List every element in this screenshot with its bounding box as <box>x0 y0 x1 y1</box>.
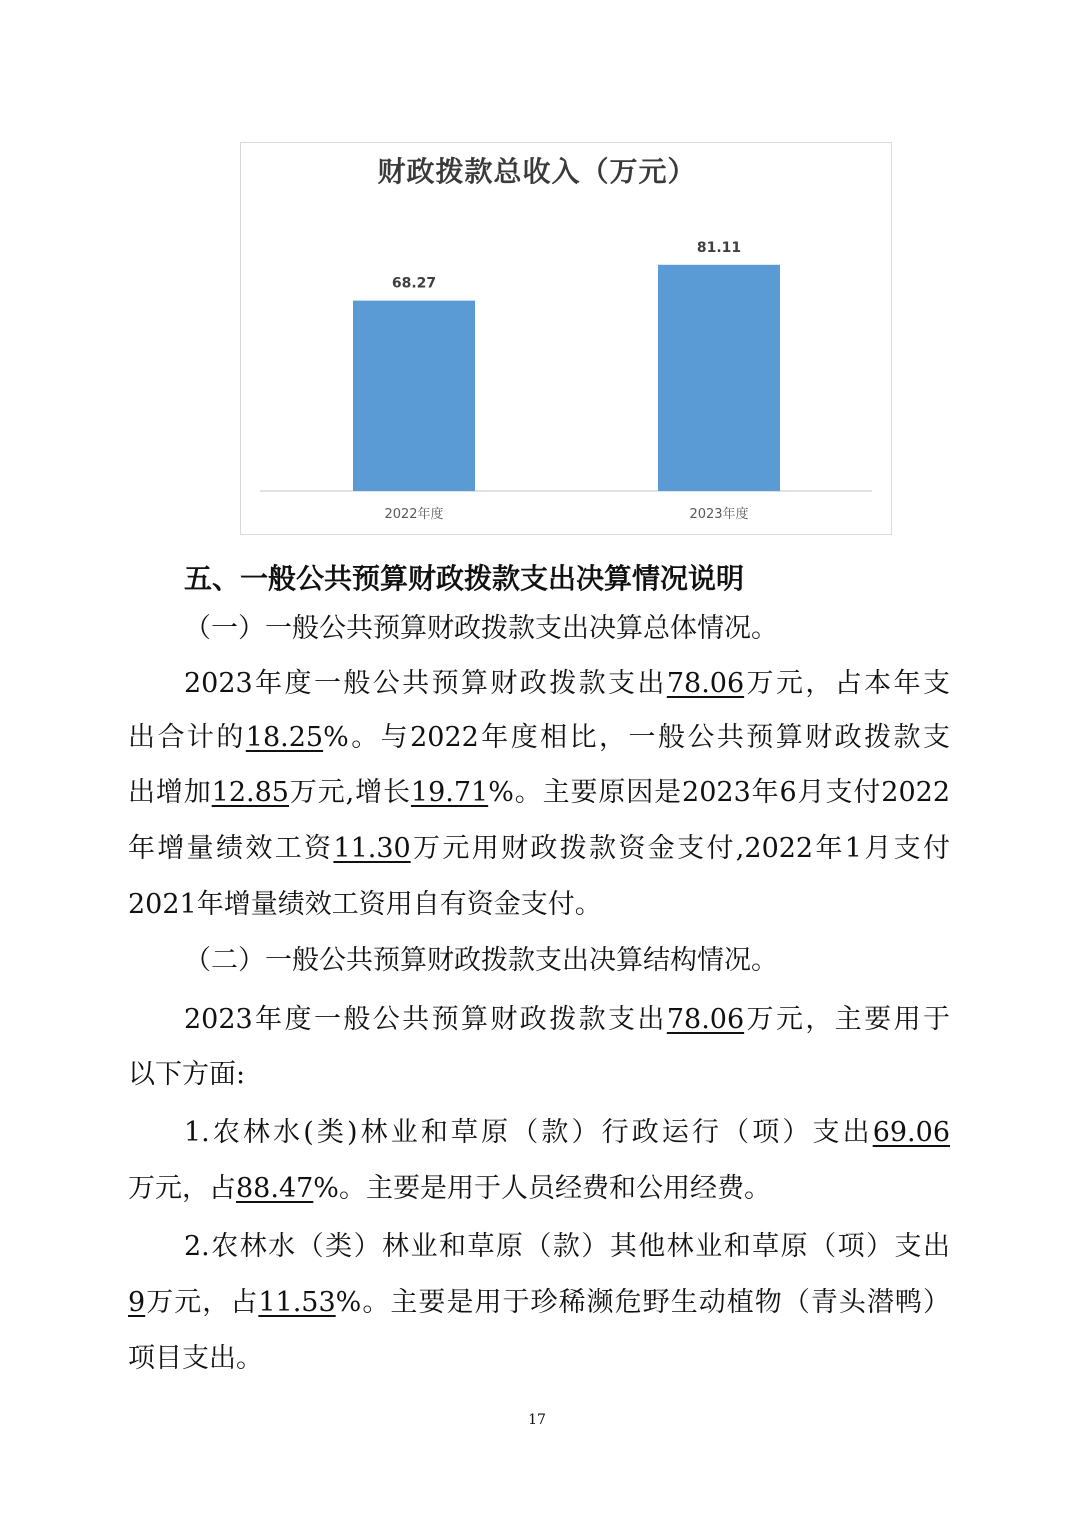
item-1-share: 88.47 <box>236 1173 314 1204</box>
x-tick-label-2022年度: 2022年度 <box>384 507 444 522</box>
expense-total-value: 78.06 <box>666 668 745 699</box>
increase-amount-value: 12.85 <box>211 777 289 808</box>
subsection-heading-1: （一）一般公共预算财政拨款支出决算总体情况。 <box>184 613 778 644</box>
paragraph-1-line-4: 年增量绩效工资11.30万元用财政拨款资金支付,2022年1月支付 <box>128 833 950 864</box>
paragraph-2-line-2: 以下方面: <box>128 1059 246 1090</box>
item-2-share: 11.53 <box>258 1287 336 1318</box>
item-1-line-1: 1.农林水(类)林业和草原（款）行政运行（项）支出69.06 <box>184 1117 950 1148</box>
bar-chart <box>0 0 1074 560</box>
bar-2022年度 <box>353 301 475 491</box>
item-2-amount: 9 <box>128 1287 146 1318</box>
increase-rate-value: 19.71 <box>410 777 489 808</box>
item-2-line-3: 项目支出。 <box>128 1343 263 1374</box>
item-1-line-2: 万元，占88.47%。主要是用于人员经费和公用经费。 <box>128 1173 771 1204</box>
paragraph-2-line-1: 2023年度一般公共预算财政拨款支出78.06万元，主要用于 <box>184 1004 950 1035</box>
paragraph-1-line-1: 2023年度一般公共预算财政拨款支出78.06万元，占本年支 <box>184 668 950 699</box>
data-label-2023年度: 81.11 <box>696 239 742 256</box>
page-number: 17 <box>528 1412 546 1428</box>
subsection-heading-2: （二）一般公共预算财政拨款支出决算结构情况。 <box>184 945 778 976</box>
paragraph-1-line-2: 出合计的18.25%。与2022年度相比，一般公共预算财政拨款支 <box>128 722 950 753</box>
chart-title: 财政拨款总收入（万元） <box>377 155 697 188</box>
paragraph-1-line-5: 2021年增量绩效工资用自有资金支付。 <box>128 889 602 920</box>
data-label-2022年度: 68.27 <box>391 275 437 292</box>
paragraph-1-line-3: 出增加12.85万元,增长19.71%。主要原因是2023年6月支付2022 <box>128 777 950 808</box>
item-1-amount: 69.06 <box>872 1117 950 1148</box>
item-2-line-2: 9万元，占11.53%。主要是用于珍稀濒危野生动植物（青头潜鸭） <box>128 1287 951 1318</box>
expense-share-value: 18.25 <box>245 722 324 753</box>
expense-total-value-2: 78.06 <box>666 1004 745 1035</box>
performance-pay-value: 11.30 <box>333 833 411 864</box>
x-tick-label-2023年度: 2023年度 <box>689 507 749 522</box>
bar-2023年度 <box>658 265 780 491</box>
item-2-line-1: 2.农林水（类）林业和草原（款）其他林业和草原（项）支出 <box>184 1231 950 1262</box>
section-heading: 五、一般公共预算财政拨款支出决算情况说明 <box>184 562 745 595</box>
